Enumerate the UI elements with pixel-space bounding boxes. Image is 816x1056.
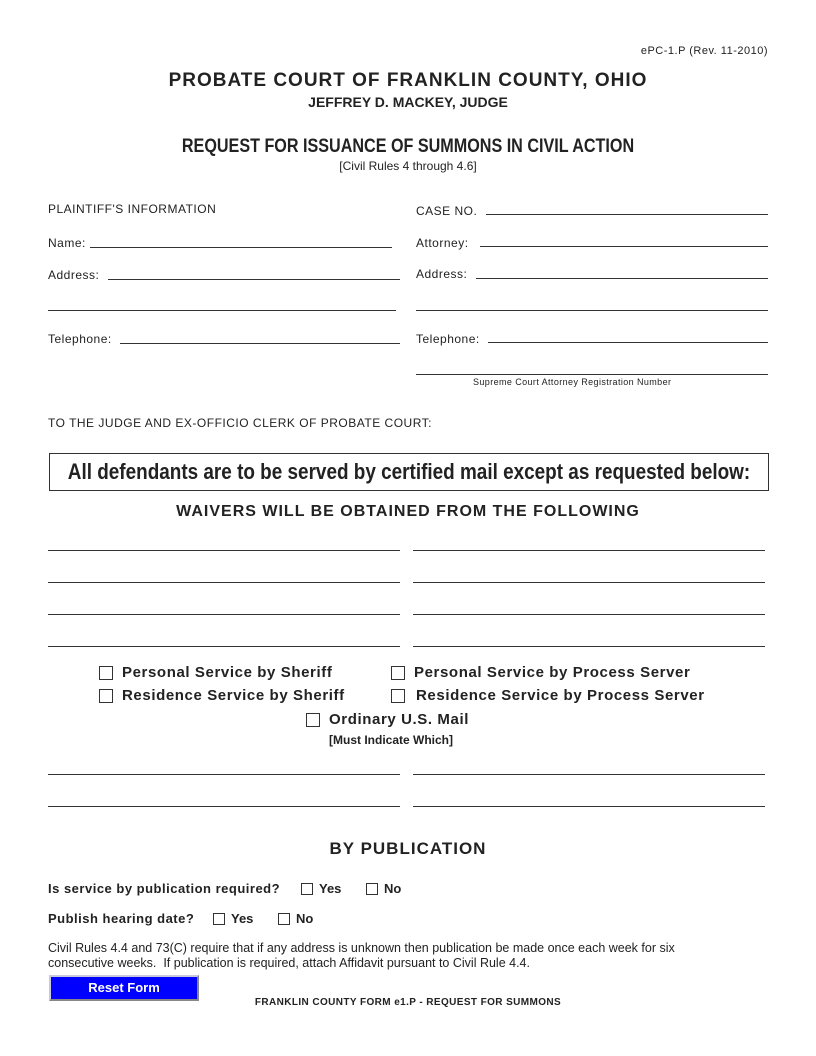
ordinary-mail-checkbox[interactable] xyxy=(306,713,320,727)
court-name: PROBATE COURT OF FRANKLIN COUNTY, OHIO xyxy=(168,70,648,91)
publication-note-line1: Civil Rules 4.4 and 73(C) require that if any address is unknown then publication be made once each week for six xyxy=(48,941,675,955)
residence-process-checkbox[interactable] xyxy=(391,689,405,703)
page-title: REQUEST FOR ISSUANCE OF SUMMONS IN CIVIL ACTION xyxy=(181,136,635,157)
reset-form-button[interactable]: Reset Form xyxy=(49,975,199,1001)
address-label: Address: xyxy=(48,268,100,282)
plaintiff-heading: PLAINTIFF'S INFORMATION xyxy=(48,202,217,216)
hearing-yes-label: Yes xyxy=(231,911,254,926)
attorney-telephone-field[interactable] xyxy=(488,342,768,343)
hearing-yes-checkbox[interactable] xyxy=(213,913,225,925)
service-line[interactable] xyxy=(413,774,765,775)
attorney-telephone-label: Telephone: xyxy=(416,332,480,346)
form-id: ePC-1.P (Rev. 11-2010) xyxy=(640,45,768,57)
case-no-label: CASE NO. xyxy=(416,204,478,218)
attorney-address-field[interactable] xyxy=(476,278,768,279)
publication-yes-checkbox[interactable] xyxy=(301,883,313,895)
subtitle: [Civil Rules 4 through 4.6] xyxy=(339,159,477,173)
plaintiff-name-field[interactable] xyxy=(90,247,392,248)
personal-process-label: Personal Service by Process Server xyxy=(414,664,691,681)
waiver-line[interactable] xyxy=(48,582,400,583)
ordinary-mail-label: Ordinary U.S. Mail xyxy=(329,711,469,728)
service-line[interactable] xyxy=(413,806,765,807)
hearing-no-checkbox[interactable] xyxy=(278,913,290,925)
residence-sheriff-checkbox[interactable] xyxy=(99,689,113,703)
hearing-no-label: No xyxy=(296,911,314,926)
attorney-address-line2[interactable] xyxy=(416,310,768,311)
waiver-line[interactable] xyxy=(48,550,400,551)
addressee: TO THE JUDGE AND EX-OFFICIO CLERK OF PROBATE COURT: xyxy=(48,416,432,430)
name-label: Name: xyxy=(48,236,86,250)
attorney-address-label: Address: xyxy=(416,267,468,281)
publication-no-label: No xyxy=(384,881,402,896)
publication-question: Is service by publication required? xyxy=(48,881,281,896)
publication-no-checkbox[interactable] xyxy=(366,883,378,895)
plaintiff-address-line2[interactable] xyxy=(48,310,396,311)
telephone-label: Telephone: xyxy=(48,332,112,346)
attorney-field[interactable] xyxy=(480,246,768,247)
hearing-date-question: Publish hearing date? xyxy=(48,911,195,926)
form-footer: FRANKLIN COUNTY FORM e1.P - REQUEST FOR SUMMONS xyxy=(254,997,562,1008)
waiver-line[interactable] xyxy=(48,646,400,647)
publication-note-line2: consecutive weeks. If publication is required, attach Affidavit pursuant to Civil Rule 4.4. xyxy=(48,956,530,970)
registration-field[interactable] xyxy=(416,374,768,375)
notice-box xyxy=(49,453,769,491)
personal-sheriff-label: Personal Service by Sheriff xyxy=(122,664,333,681)
notice-text: All defendants are to be served by certified mail except as requested below: xyxy=(67,459,751,484)
plaintiff-telephone-field[interactable] xyxy=(120,343,400,344)
must-indicate-note: [Must Indicate Which] xyxy=(329,733,453,747)
waiver-line[interactable] xyxy=(413,582,765,583)
attorney-label: Attorney: xyxy=(416,236,469,250)
personal-process-checkbox[interactable] xyxy=(391,666,405,680)
waiver-line[interactable] xyxy=(413,550,765,551)
publication-heading: BY PUBLICATION xyxy=(329,839,487,858)
case-no-field[interactable] xyxy=(486,214,768,215)
registration-caption: Supreme Court Attorney Registration Number xyxy=(473,377,672,387)
residence-sheriff-label: Residence Service by Sheriff xyxy=(122,687,345,704)
service-line[interactable] xyxy=(48,806,400,807)
publication-yes-label: Yes xyxy=(319,881,342,896)
waiver-line[interactable] xyxy=(48,614,400,615)
plaintiff-address-field[interactable] xyxy=(108,279,400,280)
service-line[interactable] xyxy=(48,774,400,775)
waiver-line[interactable] xyxy=(413,646,765,647)
waivers-heading: WAIVERS WILL BE OBTAINED FROM THE FOLLOWING xyxy=(176,503,640,520)
waiver-line[interactable] xyxy=(413,614,765,615)
personal-sheriff-checkbox[interactable] xyxy=(99,666,113,680)
residence-process-label: Residence Service by Process Server xyxy=(416,687,705,704)
judge-name: JEFFREY D. MACKEY, JUDGE xyxy=(308,94,508,110)
